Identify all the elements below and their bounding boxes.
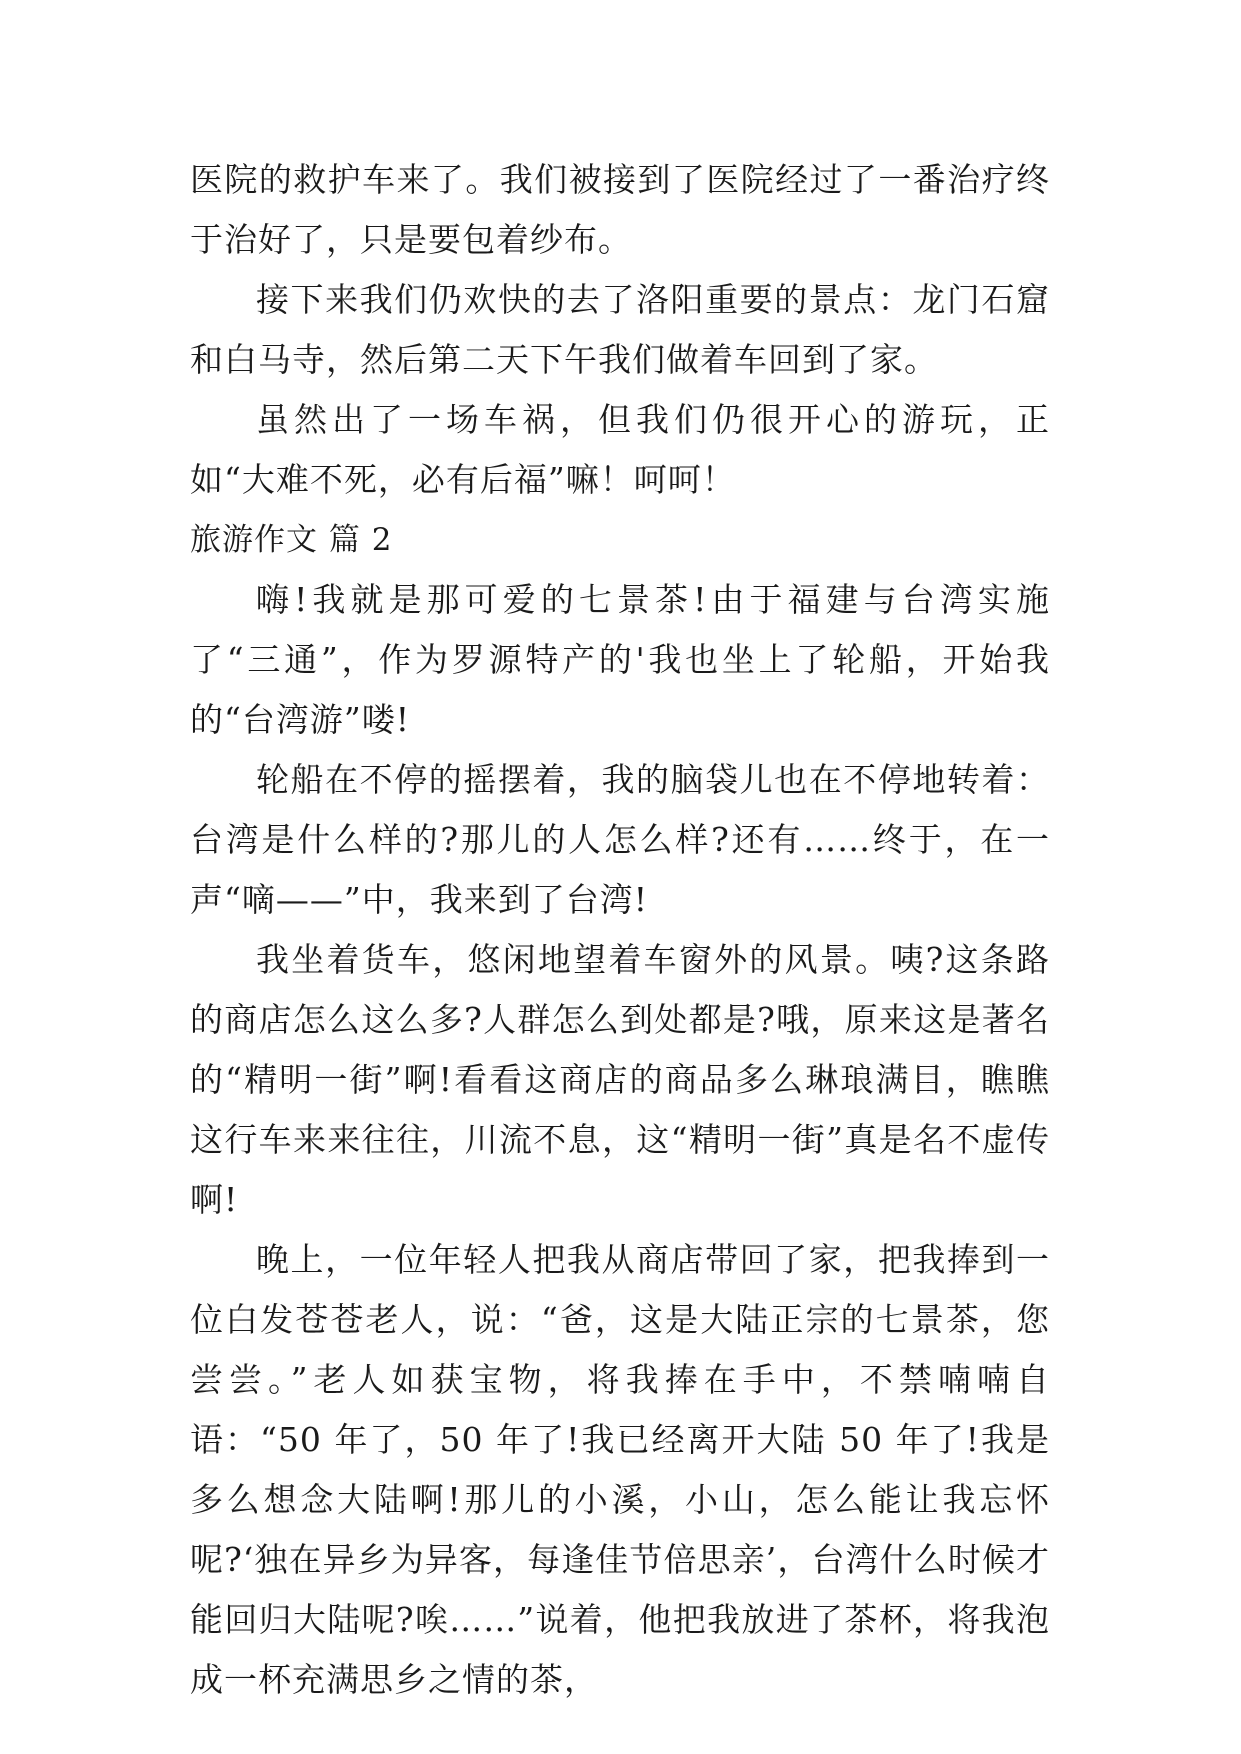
document-body [190, 150, 1050, 1710]
paragraph-7: 晚上，一位年轻人把我从商店带回了家，把我捧到一位白发苍苍老人，说：“爸，这是大陆正宗的七景茶，您尝尝。”老人如获宝物，将我捧在手中，不禁喃喃自语：“50 年了，50 年了!我已经离开大陆 50 年了!我是多么想念大陆啊!那儿的小溪，小山，怎么能让我忘怀呢?‘独在异乡为异客，每逢佳节倍思亲’，台湾什么时候才能回归大陆呢?唉……”说着，他把我放进了茶杯，将我泡成一杯充满思乡之情的茶， [190, 1240, 1050, 1699]
paragraph-1: 医院的救护车来了。我们被接到了医院经过了一番治疗终于治好了，只是要包着纱布。 [190, 160, 1050, 259]
paragraph-3: 虽然出了一场车祸，但我们仍很开心的游玩，正如“大难不死，必有后福”嘛！呵呵！ [190, 400, 1050, 499]
paragraph-4: 嗨!我就是那可爱的七景茶!由于福建与台湾实施了“三通”，作为罗源特产的'我也坐上了轮船，开始我的“台湾游”喽! [190, 580, 1050, 739]
section-title: 旅游作文 篇 2 [190, 522, 393, 558]
paragraph-2: 接下来我们仍欢快的去了洛阳重要的景点：龙门石窟和白马寺，然后第二天下午我们做着车回到了家。 [190, 280, 1050, 379]
paragraph-5: 轮船在不停的摇摆着，我的脑袋儿也在不停地转着：台湾是什么样的?那儿的人怎么样?还有……终于，在一声“嘀——”中，我来到了台湾! [190, 760, 1050, 919]
paragraph-6: 我坐着货车，悠闲地望着车窗外的风景。咦?这条路的商店怎么这么多?人群怎么到处都是?哦，原来这是著名的“精明一街”啊!看看这商店的商品多么琳琅满目，瞧瞧这行车来来往往，川流不息，这“精明一街”真是名不虚传啊! [190, 940, 1050, 1219]
